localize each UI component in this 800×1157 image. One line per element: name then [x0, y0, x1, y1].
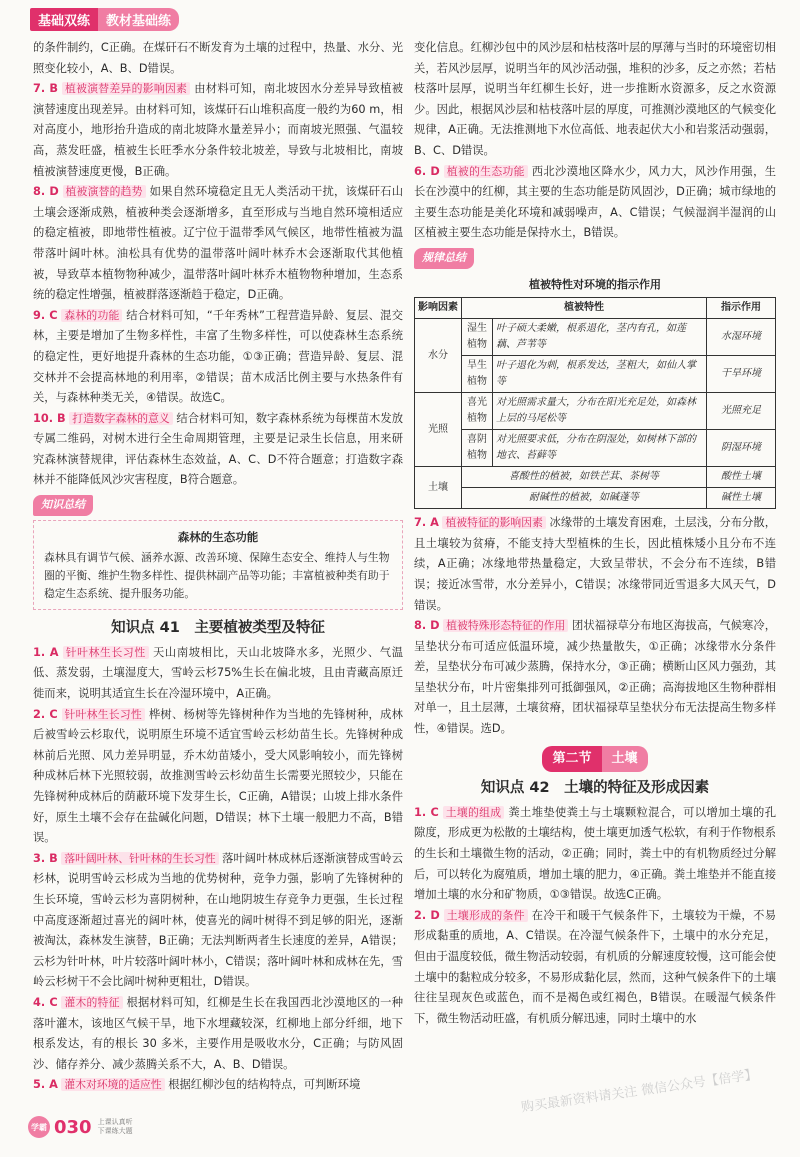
topic-tag: 灌木的特征	[61, 996, 122, 1009]
table-title: 植被特性对环境的指示作用	[529, 277, 661, 291]
knowledge-point-41-heading: 知识点 41 主要植被类型及特征	[111, 620, 325, 637]
footer-slogan	[98, 1118, 133, 1136]
answer-number: 6. D	[414, 164, 440, 178]
answer-number: 5. A	[33, 1078, 58, 1092]
answer-number: 8. D	[33, 185, 59, 199]
sub-cell: 湿生植物	[462, 319, 493, 356]
topic-tag: 植被特殊形态特征的作用	[443, 619, 568, 632]
topic-tag: 针叶林生长习性	[63, 646, 149, 659]
section-number: 第二节	[542, 746, 601, 773]
table-row	[415, 467, 776, 488]
mascot-logo: 学霸	[28, 1116, 50, 1138]
indicate-cell: 碱性土壤	[707, 488, 776, 509]
answer-number: 7. B	[33, 82, 59, 96]
topic-tag: 打造数字森林的意义	[69, 412, 173, 425]
trait-cell: 叶子硕大柔嫩，根系退化，茎内有孔，如莲藕、芦苇等	[493, 319, 707, 356]
sub-cell: 旱生植物	[462, 356, 493, 393]
answer-number: 2. C	[33, 707, 58, 721]
table-row	[415, 319, 776, 356]
indicate-cell: 酸性土壤	[707, 467, 776, 488]
answer-number: 1. A	[33, 645, 59, 659]
trait-cell: 叶子退化为刺，根系发达，茎粗大，如仙人掌等	[493, 356, 707, 393]
table-row	[415, 488, 776, 509]
paragraph-continued: 的条件制约，C正确。在煤矸石不断发育为土壤的过程中，热量、水分、光照变化较小，A、B、D错误。	[33, 41, 403, 75]
answer-text: 西北沙漠地区降水少，风力大，风沙作用强，生长在沙漠中的红柳，其主要的生态功能是防风固沙，D正确；城市绿地的主要生态功能是美化环境和减弱噪声，A、C错误；气候湿润半湿润的山区植被主要生态功能是保持水土，B错误。	[414, 164, 777, 240]
answer-number: 8. D	[414, 619, 440, 633]
answer-number: 4. C	[33, 995, 58, 1009]
kp41-answer-2	[33, 705, 403, 849]
answer-number: 7. A	[414, 516, 439, 530]
left-column	[33, 38, 403, 1096]
kp41-answer-5	[33, 1075, 403, 1096]
header-tag-basic: 基础双练	[30, 8, 98, 31]
trait-cell: 对光照需求量大，分布在阳光充足处，如森林上层的马尾松等	[493, 393, 707, 430]
kp42-answer-2	[414, 906, 776, 1030]
table-row	[415, 393, 776, 430]
answer-7	[414, 513, 776, 616]
factor-cell: 土壤	[415, 467, 462, 509]
table-row	[415, 430, 776, 467]
answer-text: 如果自然环境稳定且无人类活动干扰，该煤矸石山土壤会逐渐成熟，植被种类会逐渐增多，直至形成与当地自然环境相适应的稳定植被，即地带性植被。辽宁位于温带季风气候区，地带性植被为温带落叶阔叶林。油松具有优势的温带落叶阔叶林乔木会逐渐取代其他植被，导致草本植物物种减少，温带落叶阔叶林乔木植物物种增加，生态系统的稳定性增强，植被群落逐渐趋于稳定，D正确。	[33, 185, 404, 302]
indicate-cell: 干旱环境	[707, 356, 776, 393]
answer-8	[33, 182, 403, 306]
answer-text: 结合材料可知，“千年秀林”工程营造异龄、复层、混交林，主要是增加了生物多样性，丰富了生物多样性，可以使森林生态系统的稳定性，更好地提升森林的生态功能，①③正确；营造异龄、复层、混交林并不会提高林地的利用率，②错误；苗木成活比例主要与水热条件有关，与森林种类无关，④错误。故选C。	[33, 308, 403, 405]
answer-number: 2. D	[414, 908, 440, 922]
kp42-answer-1	[414, 803, 776, 906]
topic-tag: 植被的生态功能	[444, 165, 528, 178]
header-tag-textbook: 教材基础练	[98, 8, 179, 31]
table-header-row	[415, 298, 776, 319]
page-number: 030	[54, 1116, 92, 1138]
answer-text: 结合材料可知，数字森林系统为每棵苗木发放专属二维码，对树木进行全生命周期管理，主要是记录生长信息，用来研究森林演替规律，评估森林生态效益，A、C、D不符合题意；打造数字森林并不能降低风沙灾害程度，B符合题意。	[33, 411, 404, 487]
paragraph-continued: 变化信息。红柳沙包中的风沙层和枯枝落叶层的厚薄与当时的环境密切相关，若风沙层厚，说明当年的风沙活动强，堆积的沙多，反之亦然；若枯枝落叶层厚，说明当年红柳生长好，进一步推断水资源多，反之水资源少。因此，根据风沙层和枯枝落叶层的厚度，可推测沙漠地区的气候变化规律，A正确。无法推测地下水位高低、地表起伏大小和岩浆活动强弱，B、C、D错误。	[414, 41, 776, 157]
answer-8	[414, 616, 776, 740]
topic-tag: 森林的功能	[61, 309, 122, 322]
answer-number: 3. B	[33, 851, 58, 865]
indicate-cell: 水湿环境	[707, 319, 776, 356]
trait-cell: 对光照要求低，分布在阴湿处，如树林下部的地衣、苔藓等	[493, 430, 707, 467]
topic-tag: 落叶阔叶林、针叶林的生长习性	[61, 852, 218, 865]
kp41-answer-4	[33, 993, 403, 1075]
section-title: 土壤	[602, 746, 648, 773]
section-heading	[414, 746, 776, 773]
answer-text: 由材料可知，南北坡因水分差异导致植被演替速度出现差异。由材料可知，该煤矸石山堆积高度一般约为60 m，相对高度小，地形抬升造成的南北坡降水量差异小；而南坡光照强、气温较高，蒸发旺盛，植被生长旺季水分条件较北坡差，导致与北坡相比，南坡植被演替速度更慢，B正确。	[33, 82, 404, 178]
answer-text: 冰缘带的土壤发育困难，土层浅，分布分散，且土壤较为贫瘠，不能支持大型植株的生长，因此植株矮小且分布不连续，A正确；冰缘地带热量稳定，大致呈带状，不会分布不连续，B错误；接近冰雪带，水分差异小，C错误；冰缘带同近雪退多大风天气，D错误。	[414, 516, 776, 612]
vegetation-indicator-table	[414, 297, 776, 509]
topic-tag: 针叶林生长习性	[62, 708, 145, 721]
answer-text: 桦树、杨树等先锋树种作为当地的先锋树种，成林后被雪岭云杉取代，说明原生环境不适宜雪岭云杉幼苗生长。先锋树种成林前后光照、风力差异明显，乔木幼苗矮小，受大风影响较小，而先锋树种成林后林下光照较弱，故推测雪岭云杉幼苗生长需要光照较少，只能在先锋树种成林后的荫蔽环境下发芽生长，C正确，A错误；山坡上排水条件好，原生土壤不会存在盐碱化问题，D错误；林下土壤一般肥力不高，B错误。	[33, 707, 403, 845]
answer-number: 1. C	[414, 805, 439, 819]
knowledge-summary-box	[33, 520, 403, 611]
rule-summary-tag: 规律总结	[414, 248, 474, 269]
trait-cell: 耐碱性的植被，如碱蓬等	[462, 488, 707, 509]
header-factor: 影响因素	[415, 298, 462, 319]
answer-number: 9. C	[33, 308, 58, 322]
watermark: 购买最新资料请关注 微信公众号【倍学】	[520, 1067, 759, 1116]
answer-9	[33, 306, 403, 409]
sub-cell: 喜阴植物	[462, 430, 493, 467]
answer-text: 根据材料可知，红柳是生长在我国西北沙漠地区的一种落叶灌木，该地区气候干旱，地下水埋藏较深，红柳地上部分纤细，地下根系发达，有的根长 30 多米，主要作用是吸收水分，C正确；与防风固沙、储存养分、减少蒸腾关系不大，A、B、D错误。	[33, 995, 403, 1071]
indicate-cell: 光照充足	[707, 393, 776, 430]
answer-text: 落叶阔叶林成林后逐渐演替成雪岭云杉林，说明雪岭云杉成为当地的优势树种，竞争力强，影响了先锋树种的生长环境，雪岭云杉为喜阴树种，在山地阴坡生存竞争力更强，生长过程中高度逐渐超过喜光的阔叶林，使喜光的阔叶树得不到足够的阳光，逐渐被淘汰，森林发生演替，B正确；无法判断两者生长速度的差异，A错误；云杉为针叶林，叶片较落叶阔叶林小，C错误；落叶阔叶林和成林在先，雪岭云杉树干不会比阔叶树种更粗壮，D错误。	[33, 851, 404, 989]
factor-cell: 光照	[415, 393, 462, 467]
sub-cell: 喜光植物	[462, 393, 493, 430]
topic-tag: 植被演替的趋势	[63, 185, 146, 198]
answer-text: 天山南坡相比，天山北坡降水多，光照少、气温低、蒸发弱，土壤湿度大，雪岭云杉75%生长在偏北坡，且由青藏高原迁徙而来，说明其适宜生长在冷湿环境中，A正确。	[33, 645, 404, 701]
header-indicate: 指示作用	[707, 298, 776, 319]
factor-cell: 水分	[415, 319, 462, 393]
answer-text: 粪土堆垫使粪土与土壤颗粒混合，可以增加土壤的孔隙度，形成更为松散的土壤结构，使土壤更加透气松软，有利于作物根系的生长和土壤微生物的活动，②正确；同时，粪土中的有机物质经过分解后，可以转化为腐殖质，增加土壤的肥力，④正确。粪土堆垫并不能直接增加土壤的水分和矿物质，①③错误。故选C正确。	[414, 805, 776, 902]
knowledge-point-42-heading: 知识点 42 土壤的特征及形成因素	[480, 780, 710, 797]
answer-7	[33, 79, 403, 182]
topic-tag: 植被特征的影响因素	[442, 516, 545, 529]
summary-text: 森林具有调节气候、涵养水源、改善环境、保障生态安全、维持人与生物圈的平衡、维护生物多样性、提供林副产品等功能；丰富植被种类有助于稳定生态系统、提升服务功能。	[44, 551, 390, 601]
trait-cell: 喜酸性的植被，如铁芒萁、茶树等	[462, 467, 707, 488]
topic-tag: 土壤形成的条件	[444, 909, 528, 922]
table-row	[415, 356, 776, 393]
footer-slogan-line: 上课认真听	[97, 1118, 133, 1126]
answer-6	[414, 162, 776, 244]
page-header	[30, 8, 179, 30]
indicate-cell: 阴湿环境	[707, 430, 776, 467]
right-column	[414, 38, 776, 1029]
topic-tag: 灌木对环境的适应性	[61, 1078, 164, 1091]
answer-text: 团状福禄草分布地区海拔高，气候寒冷，呈垫状分布可适应低温环境，减少热量散失，①正确；冰缘带水分条件差，呈垫状分布可减少蒸腾，保持水分，③正确；横断山区风力强劲，其呈垫状分布，叶片密集排列可抵御强风，②正确；高海拔地区生物种群相对单一，且土层薄，土壤贫瘠，团状福禄草呈垫状分布无法提高生物多样性，④错误。选D。	[414, 619, 777, 736]
knowledge-summary-tag: 知识总结	[33, 495, 93, 516]
kp41-answer-1	[33, 643, 403, 705]
summary-title: 森林的生态功能	[177, 529, 259, 544]
answer-number: 10. B	[33, 411, 66, 425]
topic-tag: 土壤的组成	[443, 806, 505, 819]
page-footer	[28, 1116, 133, 1138]
topic-tag: 植被演替差异的影响因素	[62, 82, 190, 95]
answer-10	[33, 409, 403, 491]
answer-text: 根据红柳沙包的结构特点，可判断环境	[168, 1078, 361, 1092]
kp41-answer-3	[33, 849, 403, 993]
footer-slogan-line: 下课练大题	[97, 1127, 133, 1135]
answer-text: 在冷干和暖干气候条件下，土壤较为干燥，不易形成黏重的质地，A、C错误。在冷湿气候条件下，土壤中的水分充足，但由于温度较低，微生物活动较弱，有机质的分解速度较慢，这可能会使土壤中的黏粒成分较多，不易形成黏化层，然而，这种气候条件下的土壤往往呈现灰色或蓝色，而不是褐色或红褐色，B错误。在暖湿气候条件下，微生物活动旺盛，有机质分解迅速，同时土壤中的水	[414, 908, 777, 1025]
header-trait: 植被特性	[462, 298, 707, 319]
